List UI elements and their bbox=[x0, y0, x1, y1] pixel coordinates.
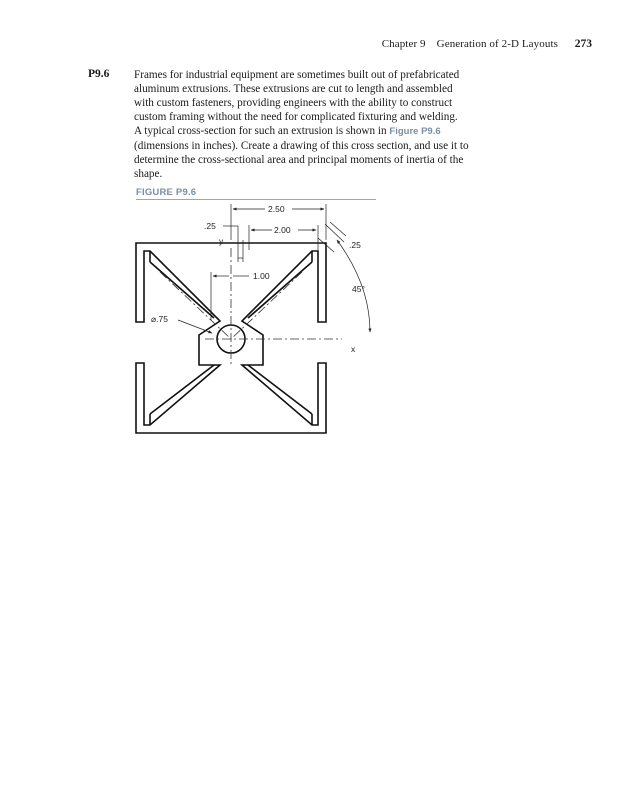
dim-chamfer-label: .25 bbox=[349, 240, 361, 250]
dim-hole-leader bbox=[178, 320, 212, 333]
figure-p9-6 bbox=[130, 200, 390, 445]
problem-line: Frames for industrial equipment are sometimes built out of prefabricated bbox=[134, 69, 460, 81]
dim-hole-label: ⌀.75 bbox=[151, 314, 168, 324]
dim-overall-label: 2.50 bbox=[268, 204, 285, 214]
dim-angle-label: 45° bbox=[352, 284, 365, 294]
figure-reference-link[interactable]: Figure P9.6 bbox=[389, 126, 441, 137]
axis-x-label: x bbox=[351, 344, 356, 354]
problem-line: shape. bbox=[134, 168, 163, 180]
problem-line: with custom fasteners, providing engineers with the ability to construct bbox=[134, 97, 453, 109]
dim-offset-label: 1.00 bbox=[253, 271, 270, 281]
page-number: 273 bbox=[574, 38, 592, 50]
center-lines bbox=[160, 248, 342, 365]
problem-line: aluminum extrusions. These extrusions are cut to length and assembled bbox=[134, 83, 453, 95]
problem-line: custom framing without the need for complicated fixturing and welding. bbox=[134, 111, 458, 123]
figure-caption: FIGURE P9.6 bbox=[136, 187, 376, 200]
dim-inner-label: 2.00 bbox=[274, 225, 291, 235]
chapter-label: Chapter 9 bbox=[381, 38, 426, 50]
dim-wall bbox=[223, 226, 243, 262]
extrusion-drawing bbox=[130, 200, 390, 440]
problem-text bbox=[134, 68, 490, 181]
axis-y-label: y bbox=[219, 236, 224, 246]
dim-wall-label: .25 bbox=[204, 221, 216, 231]
dim-offset bbox=[211, 272, 249, 320]
problem-line-with-ref bbox=[134, 124, 490, 139]
chapter-title: Generation of 2-D Layouts bbox=[436, 38, 558, 50]
problem-line: (dimensions in inches). Create a drawing of this cross section, and use it to bbox=[134, 140, 469, 152]
problem-number: P9.6 bbox=[88, 68, 110, 80]
problem-line: A typical cross-section for such an extrusion is shown in bbox=[134, 125, 387, 137]
running-head bbox=[382, 38, 592, 50]
problem-line: determine the cross-sectional area and principal moments of inertia of the bbox=[134, 154, 464, 166]
dim-chamfer bbox=[318, 222, 346, 252]
